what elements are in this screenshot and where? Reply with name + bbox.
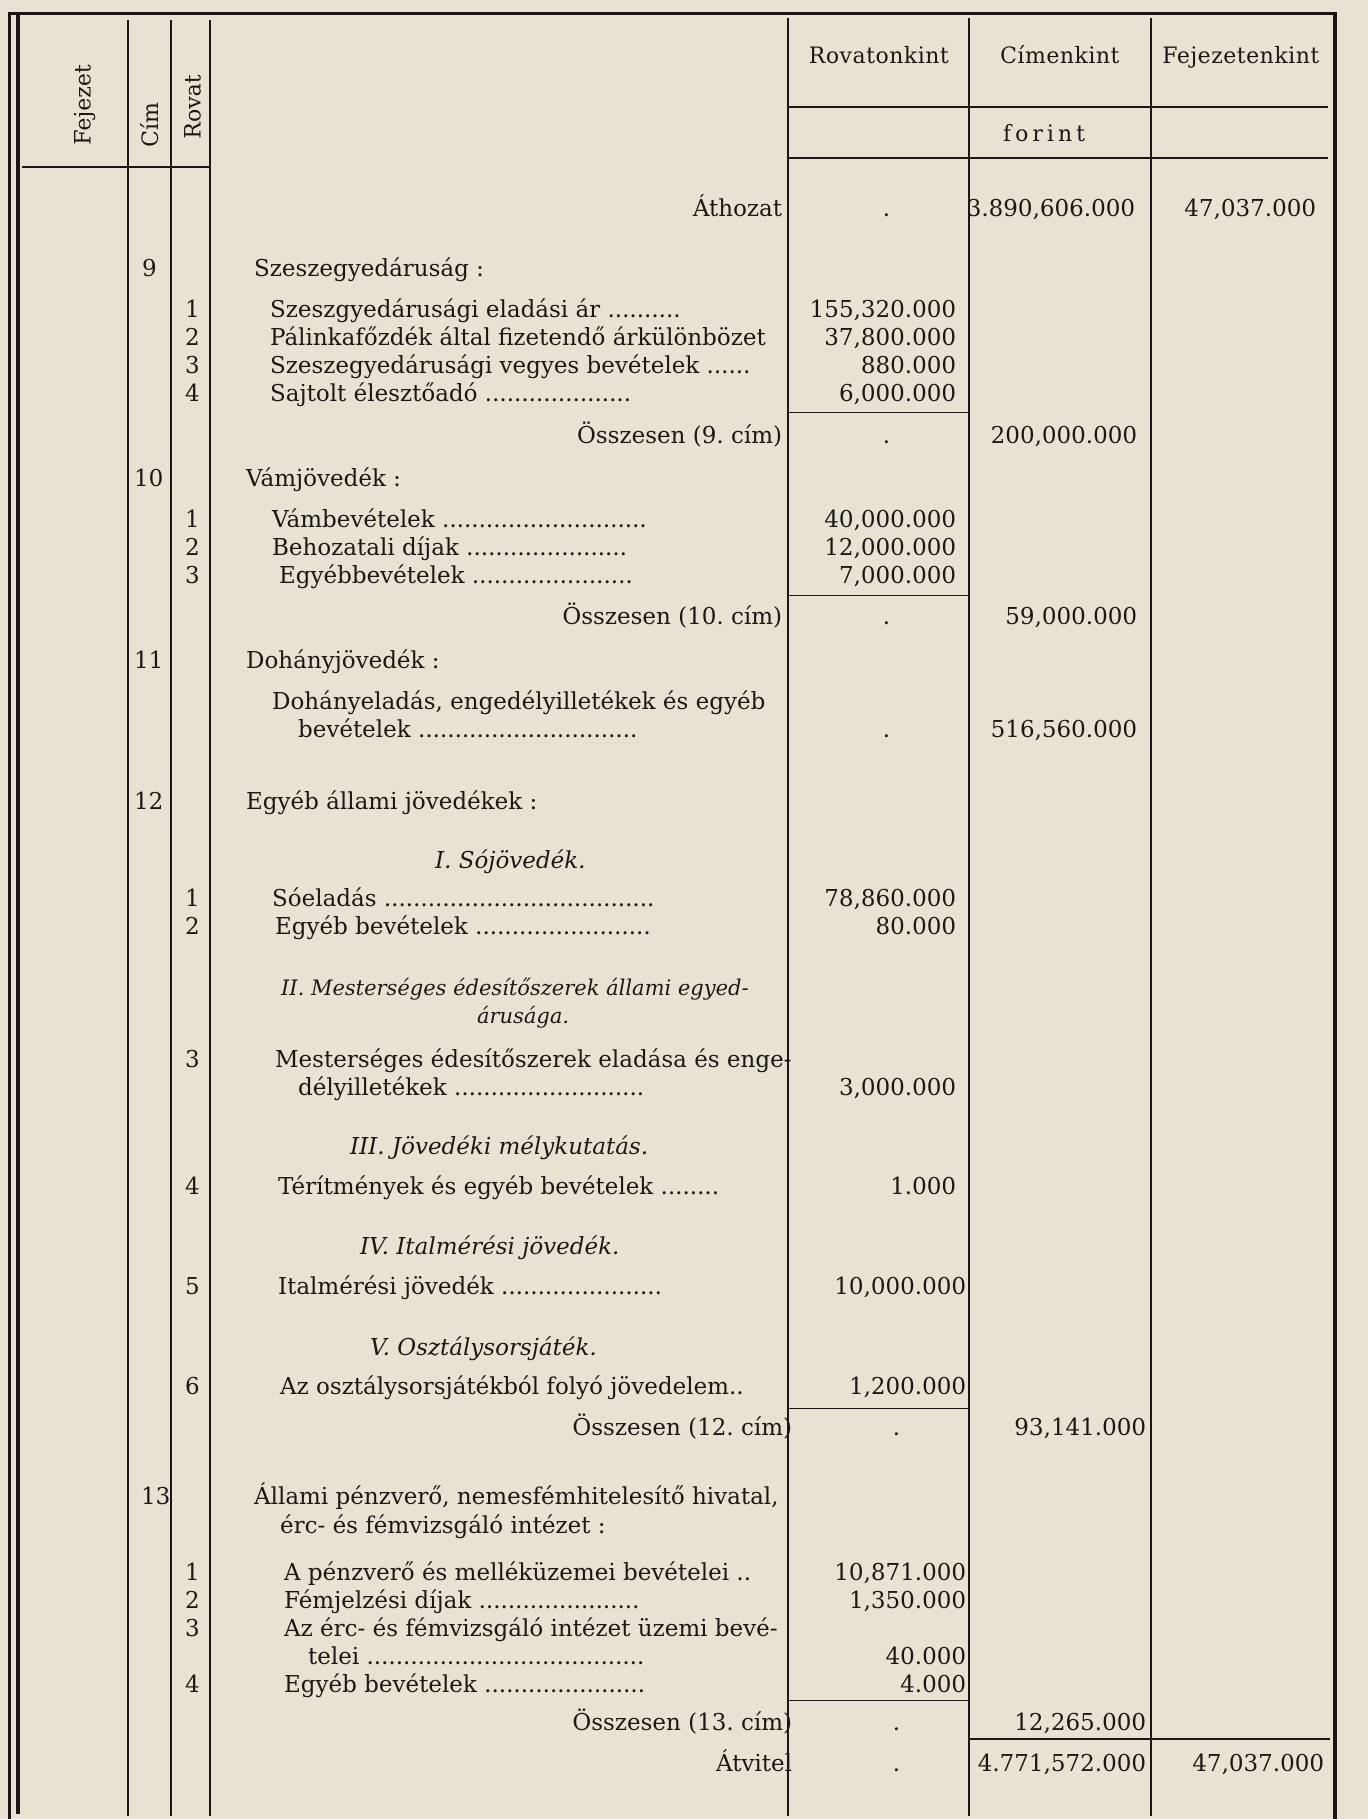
cim-13-title-1: Állami pénzverő, nemesfémhitelesítő hivatal, [254, 1484, 779, 1510]
t13-r4-text: Egyéb bevételek ...................... [284, 1672, 646, 1698]
t10-r1-text: Vámbevételek ............................ [272, 507, 647, 533]
rule-header-left-bottom [22, 166, 210, 168]
t13-r1-amt: 10,871.000 [834, 1560, 966, 1586]
t10-r3-n: 3 [185, 563, 200, 589]
t9-total: 200,000.000 [990, 423, 1137, 449]
t10-total-label: Összesen (10. cím) [562, 604, 782, 630]
t13-r4-amt: 4.000 [900, 1672, 966, 1698]
t13-r3-amt: 40.000 [885, 1644, 966, 1670]
t9-r2-text: Pálinkafőzdék által fizetendő árkülönbözet [270, 325, 766, 351]
cim-9-title: Szeszegyedáruság : [254, 256, 484, 282]
t11-line1: Dohányeladás, engedélyilletékek és egyéb [272, 689, 766, 715]
t12-r2-n: 2 [185, 914, 200, 940]
t12-r6-text: Az osztálysorsjátékból folyó jövedelem.. [280, 1374, 744, 1400]
t12-r3-amt: 3,000.000 [838, 1075, 956, 1101]
rule-sum-12 [788, 1408, 968, 1409]
cim-10-number: 10 [134, 466, 164, 492]
t12-total-label: Összesen (12. cím) [572, 1415, 792, 1441]
t9-r3-n: 3 [185, 353, 200, 379]
atvitel-rovat: . [892, 1751, 900, 1777]
cim-13-title-2: érc- és fémvizsgáló intézet : [280, 1513, 606, 1539]
rule-header-bottom [788, 157, 1328, 159]
t13-total-label: Összesen (13. cím) [572, 1710, 792, 1736]
cim-11-title: Dohányjövedék : [246, 648, 440, 674]
t10-total-rovat: . [882, 604, 890, 630]
t9-total-rovat: . [882, 423, 890, 449]
t9-r2-amt: 37,800.000 [824, 325, 956, 351]
t12-section-2a: II. Mesterséges édesítőszerek állami egyed- [281, 976, 749, 1000]
t12-r4-n: 4 [185, 1174, 200, 1200]
cim-9-number: 9 [142, 256, 157, 282]
rule-sum-13 [788, 1700, 968, 1701]
t12-r2-amt: 80.000 [875, 914, 956, 940]
cim-10-title: Vámjövedék : [246, 466, 401, 492]
t12-r5-n: 5 [185, 1274, 200, 1300]
header-cim: Cím [138, 102, 164, 147]
t12-section-3: III. Jövedéki mélykutatás. [350, 1134, 649, 1160]
t9-r1-text: Szeszgyedárusági eladási ár .......... [270, 297, 681, 323]
t12-total-rovat: . [892, 1415, 900, 1441]
t10-r2-text: Behozatali díjak ...................... [272, 535, 627, 561]
t13-r2-text: Fémjelzési díjak ...................... [284, 1588, 640, 1614]
athozat-rovat: . [882, 196, 890, 222]
t9-r3-amt: 880.000 [860, 353, 956, 379]
t12-r5-amt: 10,000.000 [834, 1274, 966, 1300]
atvitel-fejezet: 47,037.000 [1192, 1751, 1324, 1777]
t13-r3-n: 3 [185, 1616, 200, 1642]
t12-r6-amt: 1,200.000 [848, 1374, 966, 1400]
t9-r4-n: 4 [185, 381, 200, 407]
t13-r2-amt: 1,350.000 [848, 1588, 966, 1614]
t12-section-1: I. Sójövedék. [435, 848, 586, 874]
rule-text-rovatonkint [787, 18, 789, 1816]
t13-r2-n: 2 [185, 1588, 200, 1614]
rule-header-mid [788, 106, 1328, 108]
t9-r3-text: Szeszegyedárusági vegyes bevételek ...... [270, 353, 751, 379]
t13-r1-n: 1 [185, 1560, 200, 1586]
t12-r3-line1: Mesterséges édesítőszerek eladása és enge- [275, 1047, 792, 1073]
t10-r1-amt: 40,000.000 [824, 507, 956, 533]
rule-fejezet-cim [127, 20, 129, 1816]
t12-section-2b: árusága. [477, 1004, 570, 1028]
rule-atvitel [968, 1738, 1330, 1740]
athozat-label: Áthozat [692, 196, 782, 222]
rule-rovatonkint-cimenkint [968, 18, 970, 1816]
t9-r4-text: Sajtolt élesztőadó .................... [270, 381, 632, 407]
atvitel-cim: 4.771,572.000 [977, 1751, 1146, 1777]
cim-12-title: Egyéb állami jövedékek : [246, 789, 538, 815]
t13-r1-text: A pénzverő és melléküzemei bevételei .. [284, 1560, 752, 1586]
t12-r1-amt: 78,860.000 [824, 886, 956, 912]
cim-12-number: 12 [134, 789, 164, 815]
t13-total-rovat: . [892, 1710, 900, 1736]
t13-r4-n: 4 [185, 1672, 200, 1698]
cim-11-number: 11 [134, 648, 164, 674]
t9-r1-n: 1 [185, 297, 200, 323]
t10-r3-text: Egyébbevételek ...................... [279, 563, 633, 589]
t9-r2-n: 2 [185, 325, 200, 351]
t11-rovat: . [882, 717, 890, 743]
inner-left-rule [16, 14, 20, 1814]
t13-r3-line1: Az érc- és fémvizsgáló intézet üzemi bevé- [284, 1616, 778, 1642]
t12-section-5: V. Osztálysorsjáték. [370, 1335, 597, 1361]
t9-r1-amt: 155,320.000 [809, 297, 956, 323]
rule-cimenkint-fejezetenkint [1150, 18, 1152, 1816]
athozat-fejezet: 47,037.000 [1184, 196, 1316, 222]
t13-total: 12,265.000 [1014, 1710, 1146, 1736]
t10-total: 59,000.000 [1005, 604, 1137, 630]
t13-r3-line2: telei ...................................... [308, 1644, 645, 1670]
header-fejezet: Fejezet [71, 64, 97, 145]
t12-r1-n: 1 [185, 886, 200, 912]
athozat-cim: 3.890,606.000 [966, 196, 1135, 222]
header-rovatonkint: Rovatonkint [808, 44, 950, 69]
rule-sum-9 [788, 412, 968, 413]
header-rovat: Rovat [181, 74, 207, 139]
t10-r2-amt: 12,000.000 [824, 535, 956, 561]
t9-r4-amt: 6,000.000 [838, 381, 956, 407]
t12-r6-n: 6 [185, 1374, 200, 1400]
t12-section-4: IV. Italmérési jövedék. [360, 1234, 620, 1260]
t12-r4-text: Térítmények és egyéb bevételek ........ [278, 1174, 720, 1200]
header-cimenkint: Címenkint [1000, 44, 1120, 69]
t10-r2-n: 2 [185, 535, 200, 561]
t12-r3-n: 3 [185, 1047, 200, 1073]
t10-r1-n: 1 [185, 507, 200, 533]
header-fejezetenkint: Fejezetenkint [1162, 44, 1320, 69]
cim-13-number: 13 [141, 1484, 171, 1510]
t12-r5-text: Italmérési jövedék ...................... [278, 1274, 662, 1300]
t12-r4-amt: 1.000 [890, 1174, 956, 1200]
t11-total: 516,560.000 [990, 717, 1137, 743]
atvitel-label: Átvitel [715, 1751, 792, 1777]
t12-r2-text: Egyéb bevételek ........................ [275, 914, 651, 940]
t9-total-label: Összesen (9. cím) [577, 423, 782, 449]
t10-r3-amt: 7,000.000 [838, 563, 956, 589]
header-unit: forint [1003, 122, 1089, 147]
t11-line2: bevételek .............................. [298, 717, 638, 743]
outer-frame [8, 12, 1337, 1819]
rule-sum-10 [788, 595, 968, 596]
t12-total: 93,141.000 [1014, 1415, 1146, 1441]
rule-cim-rovat [170, 20, 172, 1816]
rule-rovat-text [209, 20, 211, 1816]
t12-r3-line2: délyilletékek .......................... [298, 1075, 645, 1101]
t12-r1-text: Sóeladás ..................................... [272, 886, 655, 912]
